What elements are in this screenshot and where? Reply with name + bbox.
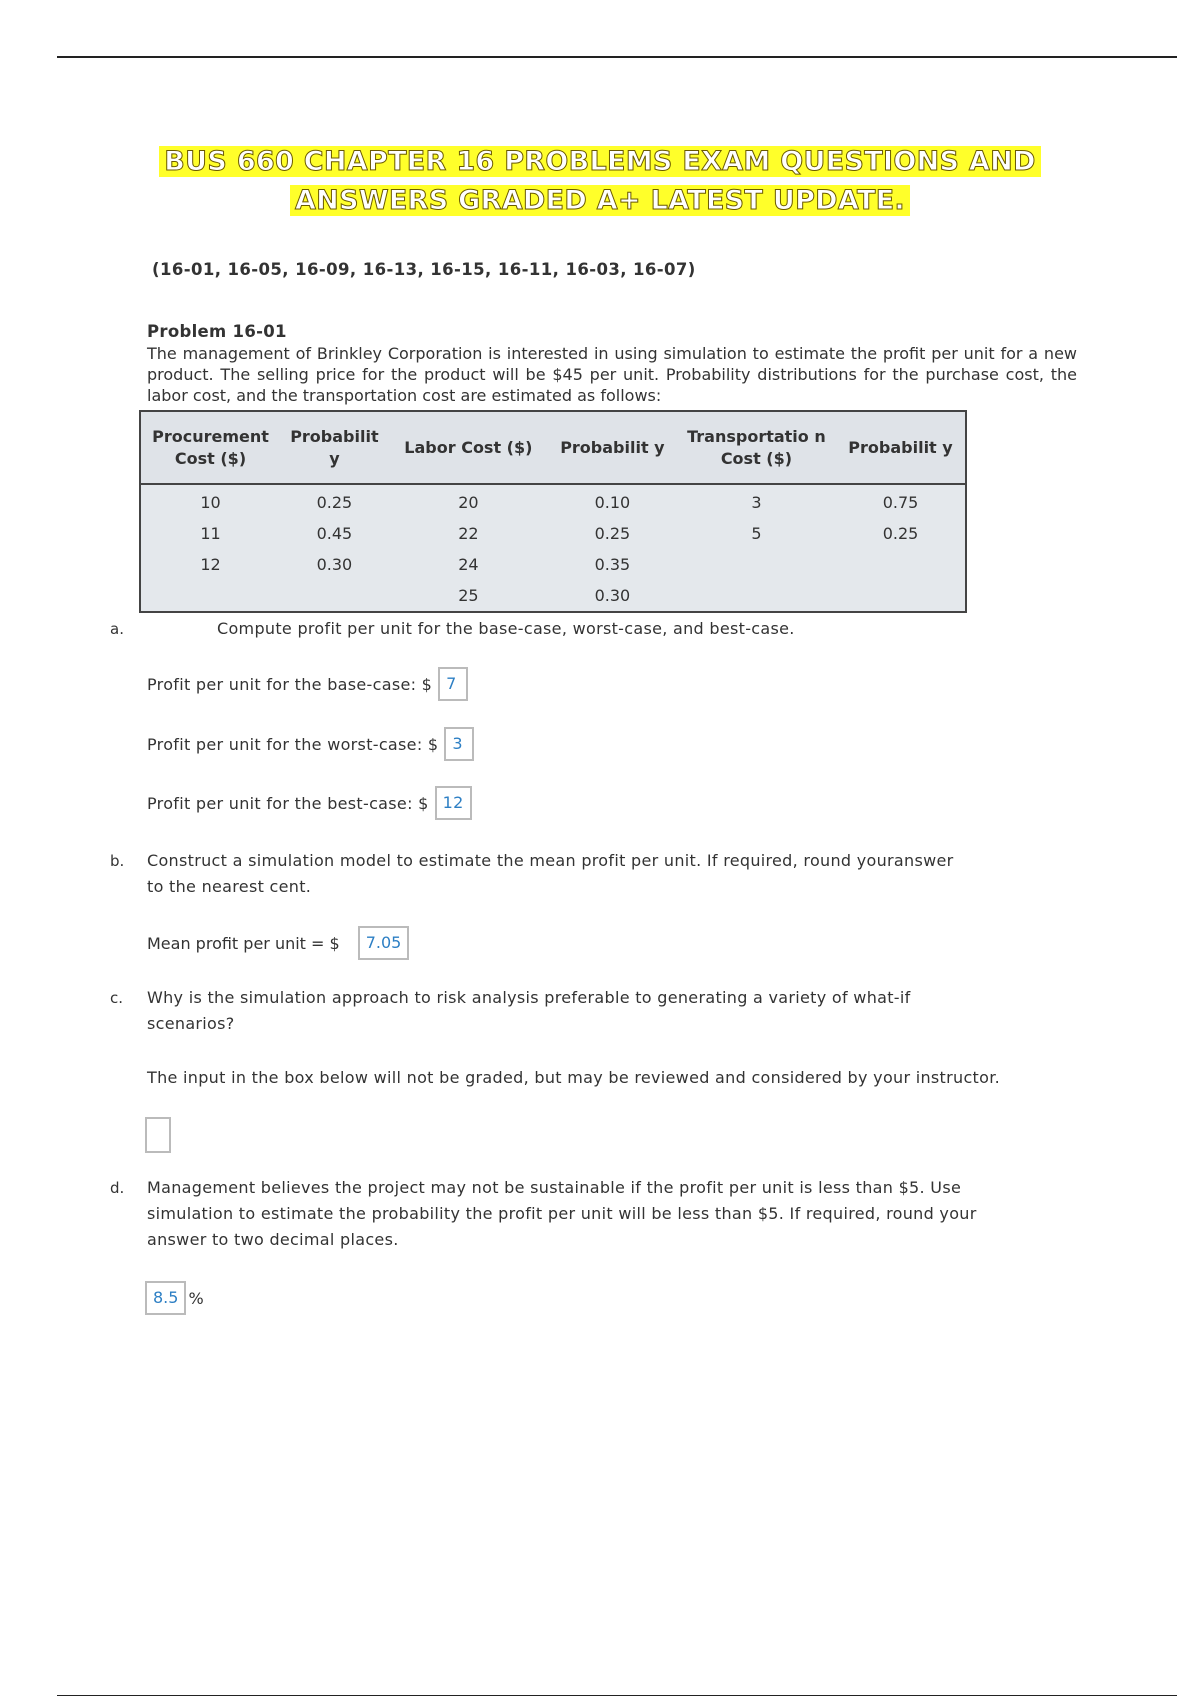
header-probability: Probabilit y: [548, 411, 677, 484]
bottom-rule: [57, 1695, 1177, 1696]
table-cell: 0.10: [594, 493, 631, 512]
part-b-question: [147, 848, 1027, 900]
part-c-question-line-2: scenarios?: [147, 1014, 235, 1033]
table-cell: 22: [458, 524, 479, 543]
title-line-1: BUS 660 CHAPTER 16 PROBLEMS EXAM QUESTIONS AND: [159, 146, 1040, 177]
part-c-letter: c.: [110, 989, 124, 1007]
title-line-2: ANSWERS GRADED A+ LATEST UPDATE.: [290, 185, 910, 216]
part-d-question-line-2: simulation to estimate the probability the profit per unit will be less than $5. If required, round your: [147, 1204, 977, 1223]
table-row: [140, 549, 966, 580]
table-cell: [140, 580, 280, 612]
table-cell: [280, 580, 389, 612]
part-a-question: Compute profit per unit for the base-case, worst-case, and best-case.: [217, 619, 795, 638]
table-cell: [677, 549, 836, 580]
worst-case-answer-field[interactable]: 3: [444, 727, 474, 761]
table-cell: 0.30: [594, 586, 631, 605]
part-d-letter: d.: [110, 1179, 125, 1197]
table-cell: 24: [458, 555, 479, 574]
mean-profit-answer-field[interactable]: 7.05: [358, 926, 410, 960]
problem-intro: The management of Brinkley Corporation is interested in using simulation to estimate the profit per unit for a new product. The selling price for the product will be $45 per unit. Probability distributions for the purchase cost, the labor cost, and the transportation cost are estimated as follows:: [147, 344, 1077, 405]
probability-answer-row: [145, 1281, 204, 1315]
percent-unit: %: [188, 1288, 204, 1308]
table-cell: 0.25: [882, 524, 919, 543]
part-c-question-line-1: Why is the simulation approach to risk analysis preferable to generating a variety of what-if: [147, 988, 911, 1007]
worst-case-answer-row: [147, 727, 474, 761]
table-cell: 11: [200, 524, 221, 543]
table-row: [140, 580, 966, 612]
table-row: [140, 518, 966, 549]
best-case-answer-field[interactable]: 12: [435, 786, 472, 820]
header-labor-cost: Labor Cost ($): [389, 411, 548, 484]
header-probability: Probabilit y: [836, 411, 966, 484]
part-a-letter: a.: [110, 620, 124, 638]
part-b-question-line-1: Construct a simulation model to estimate the mean profit per unit. If required, round youranswer: [147, 851, 954, 870]
part-b-question-line-2: to the nearest cent.: [147, 877, 312, 896]
table-cell: 25: [458, 586, 479, 605]
table-cell: 10: [200, 493, 221, 512]
table-cell: 3: [751, 493, 762, 512]
base-case-answer-row: [147, 667, 468, 701]
base-case-label: Profit per unit for the base-case: $: [147, 674, 433, 694]
header-procurement-cost: Procurement Cost ($): [140, 411, 280, 484]
best-case-label: Profit per unit for the best-case: $: [147, 793, 429, 813]
best-case-answer-row: [147, 786, 472, 820]
mean-profit-label: Mean profit per unit = $: [147, 933, 340, 953]
problem-title: Problem 16-01: [147, 322, 287, 341]
table-cell: 0.75: [882, 493, 919, 512]
base-case-answer-field[interactable]: 7: [438, 667, 468, 701]
probability-distribution-table: [139, 410, 967, 613]
part-c-question: [147, 985, 987, 1037]
part-d-question-line-1: Management believes the project may not be sustainable if the profit per unit is less than $5. Use: [147, 1178, 962, 1197]
table-cell: [836, 580, 966, 612]
ungraded-note: The input in the box below will not be graded, but may be reviewed and considered by your instructor.: [147, 1068, 1001, 1087]
table-cell: 0.25: [594, 524, 631, 543]
probability-answer-field[interactable]: 8.5: [145, 1281, 186, 1315]
part-d-question: [147, 1175, 1047, 1253]
header-transportation-cost: Transportatio n Cost ($): [677, 411, 836, 484]
document-title: [0, 142, 1200, 220]
table-header-row: [140, 411, 966, 484]
part-c-response-field[interactable]: [145, 1117, 171, 1153]
table-cell: 12: [200, 555, 221, 574]
table-cell: 0.35: [594, 555, 631, 574]
problem-codes: (16-01, 16-05, 16-09, 16-13, 16-15, 16-11, 16-03, 16-07): [152, 260, 696, 279]
table-cell: 0.45: [316, 524, 353, 543]
table-cell: 20: [458, 493, 479, 512]
table-cell: 0.25: [316, 493, 353, 512]
top-rule: [57, 56, 1177, 58]
table-cell: 5: [751, 524, 762, 543]
table-row: [140, 484, 966, 518]
part-b-letter: b.: [110, 852, 125, 870]
header-probability: Probabilit y: [280, 411, 389, 484]
table-cell: [677, 580, 836, 612]
worst-case-label: Profit per unit for the worst-case: $: [147, 734, 439, 754]
mean-profit-row: [147, 926, 409, 960]
part-d-question-line-3: answer to two decimal places.: [147, 1230, 399, 1249]
table-cell: 0.30: [316, 555, 353, 574]
table-cell: [836, 549, 966, 580]
